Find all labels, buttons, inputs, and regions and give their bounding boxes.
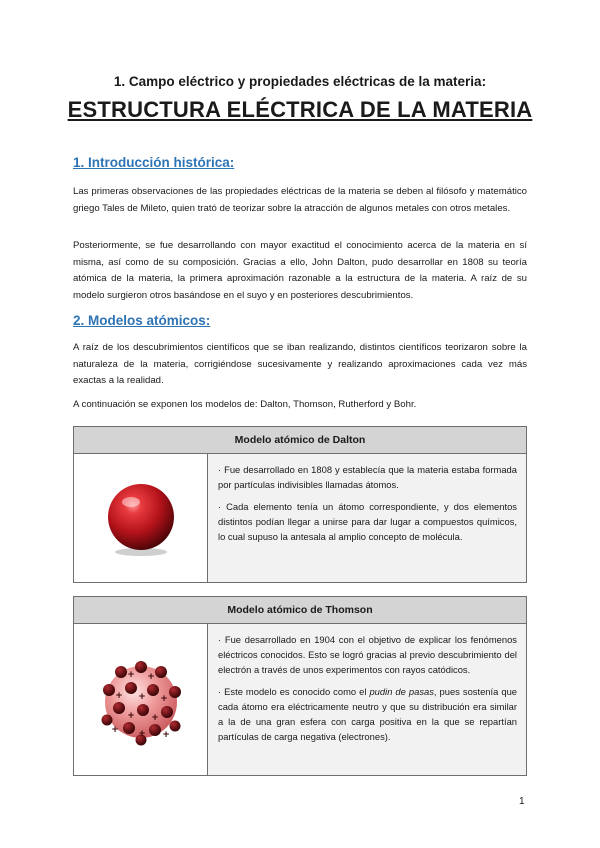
dalton-image-cell: [74, 454, 208, 582]
svg-text:+: +: [137, 691, 146, 702]
dalton-card-title: Modelo atómico de Dalton: [74, 427, 526, 454]
thomson-plum-pudding-image: [91, 650, 191, 750]
thomson-paragraph-2-start: · Este modelo es conocido como el: [218, 686, 370, 697]
svg-text:+: +: [126, 710, 135, 721]
models-paragraph-2: A continuación se exponen los modelos de: Dalton, Thomson, Rutherford y Bohr.: [73, 399, 417, 410]
dalton-text-cell: [208, 454, 526, 582]
svg-text:+: +: [110, 724, 119, 735]
pudin-de-pasas-emphasis: pudin de pasas: [369, 686, 434, 697]
thomson-text-cell: [208, 624, 526, 775]
svg-text:+: +: [126, 669, 135, 680]
models-paragraph-1: A raíz de los descubrimientos científicos que se iban realizando, distintos científicos teorizaron sobre la naturaleza de la materia, corrigiéndose sucesivamente y realizando aproximaciones cada vez más exactas a la realidad.: [73, 342, 527, 386]
page-number: 1: [519, 796, 525, 807]
svg-text:+: +: [161, 729, 170, 740]
svg-text:+: +: [159, 693, 168, 704]
thomson-image-cell: [74, 624, 208, 775]
page-title: ESTRUCTURA ELÉCTRICA DE LA MATERIA: [67, 97, 533, 122]
thomson-card-title: Modelo atómico de Thomson: [74, 597, 526, 624]
dalton-paragraph-2: · Cada elemento tenía un átomo correspondiente, y dos elementos distintos podían llegar a unirse para dar lugar a compuestos químicos, lo cual supuso la antesala al amplio concepto de molécula.: [218, 501, 517, 542]
section-heading-intro: 1. Introducción histórica:: [73, 155, 235, 170]
svg-text:+: +: [137, 728, 146, 739]
dalton-atom-sphere-image: [101, 478, 181, 558]
subject-heading: 1. Campo eléctrico y propiedades eléctricas de la materia:: [113, 74, 487, 89]
svg-text:+: +: [146, 671, 155, 682]
intro-paragraph-2: Posteriormente, se fue desarrollando con mayor exactitud el conocimiento acerca de la materia en sí misma, así como de su composición. Gracias a ello, John Dalton, pudo desarrollar en 1808 su teoría atómica de la materia, la primera aproximación razonable a la estructura de la materia. A raíz de su modelo surgieron otros basándose en el suyo y en posteriores descubrimientos.: [73, 240, 527, 301]
thomson-paragraph-1: · Fue desarrollado en 1904 con el objetivo de explicar los fenómenos eléctricos conocidos. Esto se logró gracias al previo descubrimiento del electrón a través de unos experimentos con rayos catódicos.: [218, 634, 517, 675]
svg-text:+: +: [150, 712, 159, 723]
dalton-paragraph-1: · Fue desarrollado en 1808 y establecía que la materia estaba formada por partículas indivisibles llamadas átomos.: [218, 464, 517, 490]
thomson-model-card: [73, 596, 527, 776]
intro-paragraph-1: Las primeras observaciones de las propiedades eléctricas de la materia se deben al filósofo y matemático griego Tales de Mileto, quien trató de teorizar sobre la atracción de algunos metales con otros metales.: [73, 186, 527, 214]
section-heading-models: 2. Modelos atómicos:: [73, 313, 211, 328]
thomson-paragraph-2: [218, 684, 517, 744]
svg-text:+: +: [114, 690, 123, 701]
thomson-paragraph-2-end: , pues sostenía que cada átomo era eléctricamente neutro y que su distribución era similar a la de una gran esfera con carga positiva en la que se repartían partículas de carga negativa (electrones).: [218, 686, 517, 742]
dalton-model-card: [73, 426, 527, 583]
